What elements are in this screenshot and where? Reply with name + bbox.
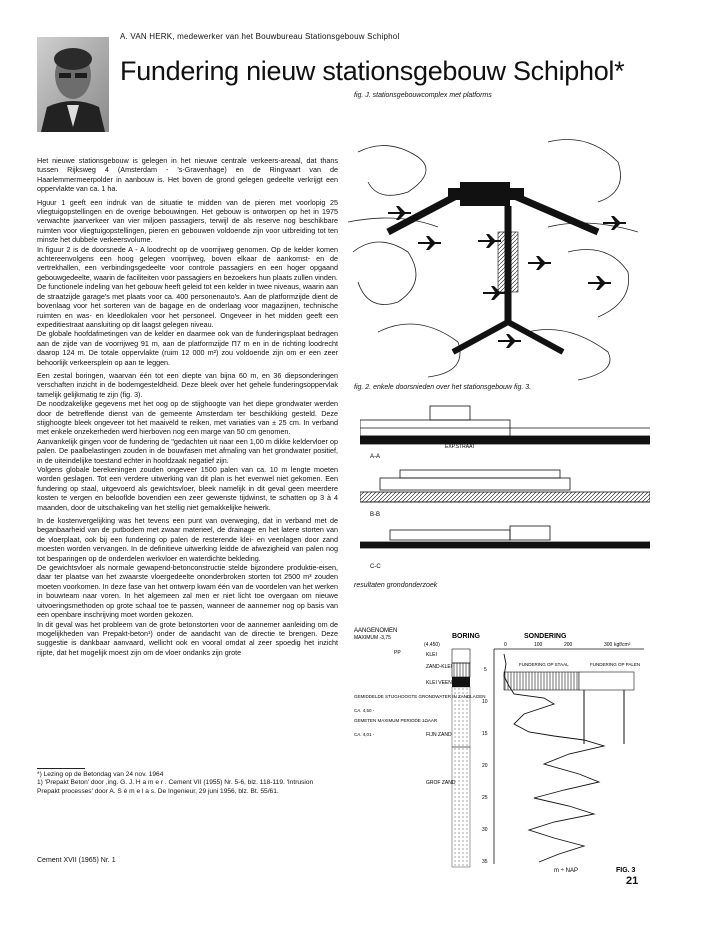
gemeten-value: CA. 4,01 - [354,732,375,737]
figure-1-caption: fig. J. stationsgebouwcomplex met platforms [354,92,492,99]
layer-label: ZAND-KLEI [426,664,453,670]
paragraph: De globale hoofdafmetingen van de kelder en daarmee ook van de funderingsplaat bedragen aan de zijde van de voorrijweg 91 m, aan de platformzijde Π7 m en in de richting loodrecht daarop 124 m. De totale oppervlakte (ruim 12 000 m²) zou voldoende zijn om er een zeer behoorlijk verkeersplein op aan te leggen. [37,329,338,367]
figure-2-sections [360,400,650,580]
paragraph: Hguur 1 geeft een indruk van de situatie te midden van de pieren met voorlopig 25 vliegtuigopstellingen en de overige bebouwingen. Het gebouw is ontworpen op het in 1975 verwachte jaarverkeer van vier miljoen passagiers, terwijl de als reserve nog beschikbare ruimten voor vliegtuigopstellingen, pieren en gebouwen voldoende zijn voor uitbreiding tot ten minste het dubbele verkeersvolume. [37,197,338,245]
tick-label: 100 [534,642,543,648]
tick-label: 200 [564,642,573,648]
figure-3-soil-chart [354,624,654,874]
depth-label: 35 [482,859,488,865]
station-building [460,182,510,206]
depth-label: 10 [482,699,488,705]
paragraph: Volgens globale berekeningen zouden ongeveer 1500 palen van ca. 10 m lengte moeten worden geslagen. Tot een verdere uitwerking van dit plan is het evenwel niet gekomen. Een fundering op staal, uitgevoerd als gewichtsvloer, bleek namelijk in dit geval geen meerdere kosten te vergen en belooflde bovendien een zeer gewenste tijdwinst, te schatten op 3 à 4 maanden, door de uitschakeling van het stellig niet gemakkelijke heiwerk. [37,465,338,512]
fund-staal-label: FUNDERING OP STAAL [519,662,569,667]
street-label: EXP.STRAAT [445,444,476,450]
layer-label: KLEI [426,652,437,658]
section-label: B-B [370,512,381,518]
depth-label: 20 [482,763,488,769]
aang-title: AANGENOMEN [354,628,398,634]
article-title: Fundering nieuw stationsgebouw Schiphol* [120,56,625,86]
gemeten-label: GEMETEN MAXIMUM PERIODE 1ΩAAR [354,718,438,723]
footnotes [37,771,337,796]
layer-label: FIJN ZAND [426,732,452,738]
aang-sub: MAXIMUM -3,75 [354,635,391,641]
paragraph: Het nieuwe stationsgebouw is gelegen in het nieuwe centrale verkeers-areaal, dat thans tussen Rijksweg 4 (Amsterdam - 's-Gravenhage) en de Ringvaart van de Haarlemmermeerpolder in aanbouw is. Het boven de grond gelegen gedeelte verkrijgt een oppervlakte van ca. 1 ha. [37,156,338,194]
paragraph: Een zestal boringen, waarvan één tot een diepte van bijna 60 m, en 36 diepsonderingen verschaften inzicht in de bodemgesteldheid. Deze bleek over het gehele funderingsoppervlak tamelijk gelijkmatig te zijn (fig. 3). [37,370,338,399]
journal-reference: Cement XVII (1965) Nr. 1 [37,857,116,864]
footnote: 1) 'Prepakt Beton' door ,ing. G. J. H a m e r . Cement VII (1955) Nr. 5-6, blz. 118-119. 'Intrusion Prepakt processes' door A. S é m e l a s. De Ingenieur, 29 juni 1956, blz. Bt. 55/61. [37,779,314,795]
section-label: C-C [370,564,381,570]
article-body [37,156,338,657]
grondwater-value: CA. 4,50 - [354,708,375,713]
paragraph: Aanvankelijk gingen voor de fundering de "gedachten uit naar een 1,00 m dikke keldervloer op palen. De paalbelastingen zouden in de bouwfasen met afmaling van het grondwater positief, in de uiteindelijke toestand echter in hoofdzaak negatief zijn. [37,436,338,465]
fund-palen-label: FUNDERING OP PALEN [590,662,641,667]
section-label: A-A [370,454,381,460]
paragraph: In de kostenvergelijking was het tevens een punt van overweging, dat in verband met de beganbaarheid van de putbodem met zwaar materieel, de drainage en het latere storten van de vloerplaat, ook bij een fundering op palen de resterende klei- en veenlagen door zand moesten worden vervangen. In de definitieve uitwerking leidde de afwezigheid van palen nog tot besparingen op de onderdelen werkvloer en waterdichte bekleding. [37,516,338,563]
nap-label: m ÷ NAP [554,868,578,874]
sondering-heading: SONDERING [524,633,567,640]
figure-3-caption: resultaten grondonderzoek [354,582,438,589]
footnote: *) Lezing op de Betondag van 24 nov. 1964 [37,771,164,778]
paragraph: De noodzakelijke gegevens met het oog op de stijghoogte van het diepe grondwater werden door de betreffende dienst van de gemeente Amsterdam ter beschikking gesteld. Deze stijghoogte bleek ongeveer tot het maaiveld te reiken, met variaties van ± 25 cm. In verband met enkele onzekerheden werd hierboven nog een marge van 50 cm genomen. [37,399,338,437]
tick-label: 300 [604,642,613,648]
figure-2-caption: fig. 2. enkele doorsnieden over het stationsgebouw fig. 3. [354,384,532,391]
author-portrait [37,37,109,132]
paragraph: In dit geval was het probleem van de grote betonstorten voor de aannemer aanleiding om de mogelijkheden van Prepakt-beton¹) onder de aandacht van de directie te brengen. Deze suggestie is dankbaar aanvaard, wellicht ook en vooral omdat al zeer spoedig het inzicht rijpte, dat het mogelijk moest zijn om de vloer ondanks zijn grote [37,619,338,657]
paragraph: De functionele indeling van het gebouw heeft geleid tot een kelder in twee niveaus, waarin aan de straatzijde garage's met plaats voor ca. 400 personenauto's. Aan de platformzijde dient de bovenlaag voor het sorteren van de bagage en de onderlaag voor magazijnen, technische ruimten en was- en kleedlokalen voor het personeel. Ongeveer in het midden geeft een expeditiestraat aansluiting op dit laagst gelegen niveau. [37,282,338,329]
top-level: (4.450) [424,642,440,648]
depth-label: 5 [484,667,487,673]
depth-label: 15 [482,731,488,737]
grondwater-label: GEMIDDELDE STIJGHOOGTE GRONDWATER IN ZANDLAGEN [354,694,486,699]
depth-label: 30 [482,827,488,833]
footnote-divider [37,768,85,769]
paragraph: In figuur 2 is de doorsnede A - A loodrecht op de voorrijweg genomen. Op de kelder komen achtereenvolgens een hoog gelegen voorrijweg, boven elkaar de aankomst- en de vertrekhallen, een verbindingsgedeelte voor controle passagiers en een hoger opgaand gebouwgedeelte, waarin de faciliteiten voor passagiers en bezoekers hun plaats zullen vinden. [37,244,338,282]
page-number: 21 [626,875,639,887]
tick-label: 0 [504,642,507,648]
unit-label: kgf/cm² [614,642,631,648]
paragraph: De gewichtsvloer als normale gewapend-betonconstructie stelde bijzondere produktie-eisen, daar ter plaatse van het zwaarste vloergedeelte ononderbroken storten tot 2500 m³ zouden moeten voorkomen. In deze fase van het ontwerp kwam één van de voordelen van het werken in bouwteam naar voren. In het algemeen zal men er niet licht toe overgaan om nieuwe uitvoeringsmethoden op grote schaal toe te passen, wanneer de aannemer nog op basis van een openbare inschrijving moet worden gekozen. [37,563,338,620]
depth-label: 25 [482,795,488,801]
boring-heading: BORING [452,633,480,640]
fig3-label: FIG. 3 [616,867,636,874]
layer-label: GROF ZAND [426,780,456,786]
figure-1-site-plan [348,132,638,382]
author-line: A. VAN HERK, medewerker van het Bouwbureau Stationsgebouw Schiphol [120,32,400,41]
pp-label: PP [394,650,401,656]
layer-label: KLEI VEEN [426,680,452,686]
